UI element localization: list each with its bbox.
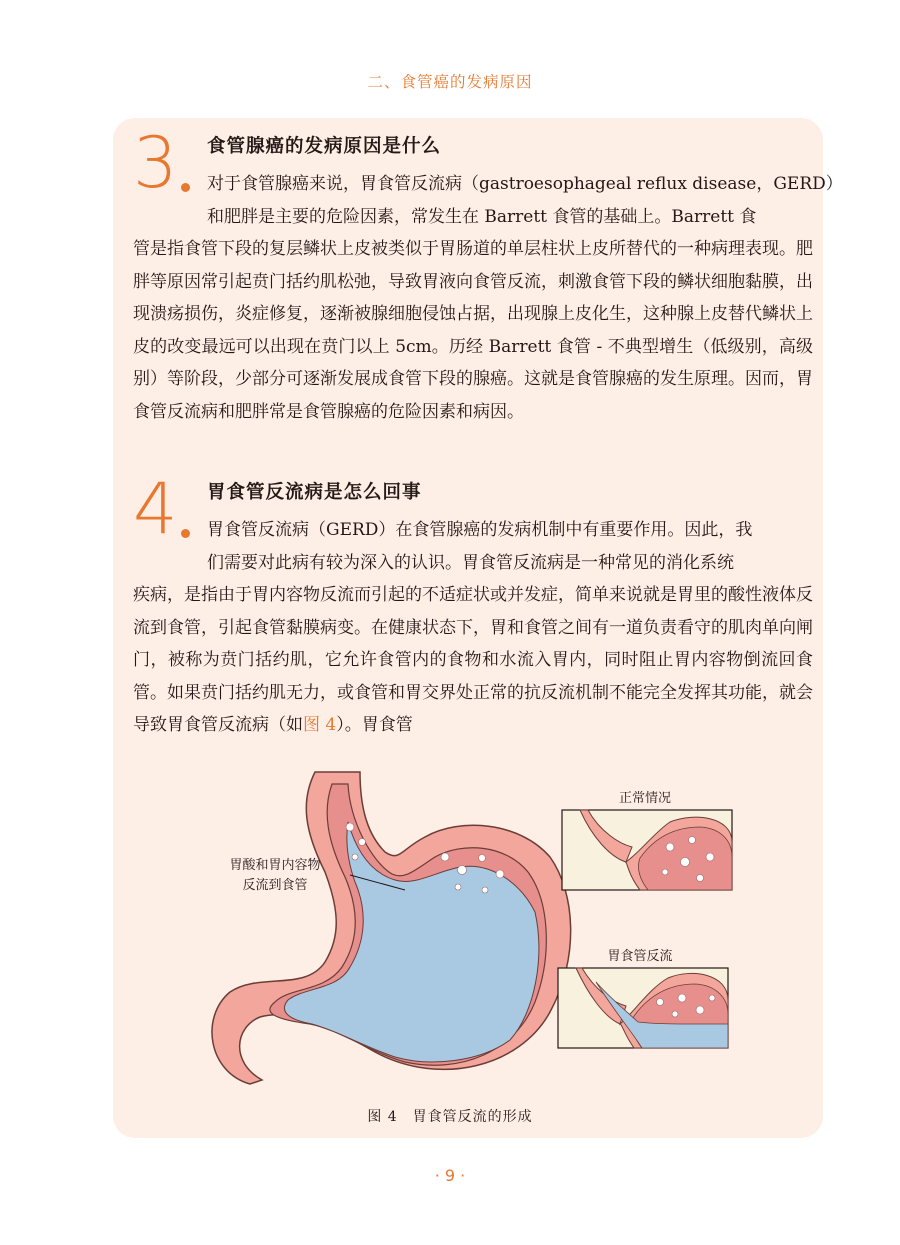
section-title: 食管腺癌的发病原因是什么 <box>207 136 442 157</box>
paragraph-text-part: 疾病，是指由于胃内容物反流而引起的不适症状或并发症，简单来说就是胃里的酸性液体反流到食管，引起食管黏膜病变。在健康状态下，胃和食管之间有一道负责看守的肌肉单向闸门，被称为贲门括约肌，它允许食管内的食物和水流入胃内，同时阻止胃内容物倒流回食管。如果贲门括约肌无力，或食管和胃交界处正常的抗反流机制不能完全发挥其功能，就会导致胃食管反流病（如 <box>133 585 813 735</box>
paragraph-first-line: 对于食管腺癌来说，胃食管反流病（gastroesophageal reflux disease，GERD） <box>207 174 843 194</box>
section-number: 3 <box>133 122 178 204</box>
stomach-illustration <box>212 772 571 1084</box>
figure-caption: 图 4 胃食管反流的形成 <box>367 1109 533 1125</box>
inset-reflux <box>558 948 728 1048</box>
paragraph-text <box>133 579 813 742</box>
section-body <box>133 168 843 428</box>
paragraph-text: 管是指食管下段的复层鳞状上皮被类似于胃肠道的单层柱状上皮所替代的一种病理表现。肥胖等原因常引起贲门括约肌松弛，导致胃液向食管反流，刺激食管下段的鳞状细胞黏膜，出现溃疡损伤，炎症修复，逐渐被腺细胞侵蚀占据，出现腺上皮化生，这种腺上皮替代鳞状上皮的改变最远可以出现在贲门以上 5cm。历经 Barrett 食管 - 不典型增生（低级别，高级别）等阶段，少部分可逐渐发展成食管下段的腺癌。这就是食管腺癌的发生原理。因而，胃食管反流病和肥胖常是食管腺癌的危险因素和病因。 <box>133 239 813 422</box>
inset-reflux-title: 胃食管反流 <box>607 949 673 964</box>
running-header: 二、食管癌的发病原因 <box>367 73 533 91</box>
inset-normal-title: 正常情况 <box>618 791 672 806</box>
gerd-illustration <box>200 762 760 1102</box>
paragraph-second-line: 们需要对此病有较为深入的认识。胃食管反流病是一种常见的消化系统 <box>207 552 734 573</box>
paragraph-second-line: 和肥胖是主要的危险因素，常发生在 Barrett 食管的基础上。Barrett 食 <box>207 206 757 227</box>
section-body <box>133 514 813 742</box>
section-4 <box>133 468 813 754</box>
section-title: 胃食管反流病是怎么回事 <box>207 482 422 503</box>
figure-reference-link[interactable]: 图 4 <box>303 715 337 735</box>
reflux-label-line2: 反流到食管 <box>242 878 308 893</box>
section-3 <box>133 122 843 458</box>
paragraph-first-line: 胃食管反流病（GERD）在食管腺癌的发病机制中有重要作用。因此，我 <box>207 520 753 540</box>
page-number: · 9 · <box>434 1166 466 1185</box>
figure-4 <box>200 762 760 1102</box>
reflux-label-line1: 胃酸和胃内容物 <box>229 858 321 873</box>
inset-normal <box>562 790 732 890</box>
section-number: 4 <box>133 468 178 550</box>
paragraph-text-part: ）。胃食管 <box>336 715 413 735</box>
